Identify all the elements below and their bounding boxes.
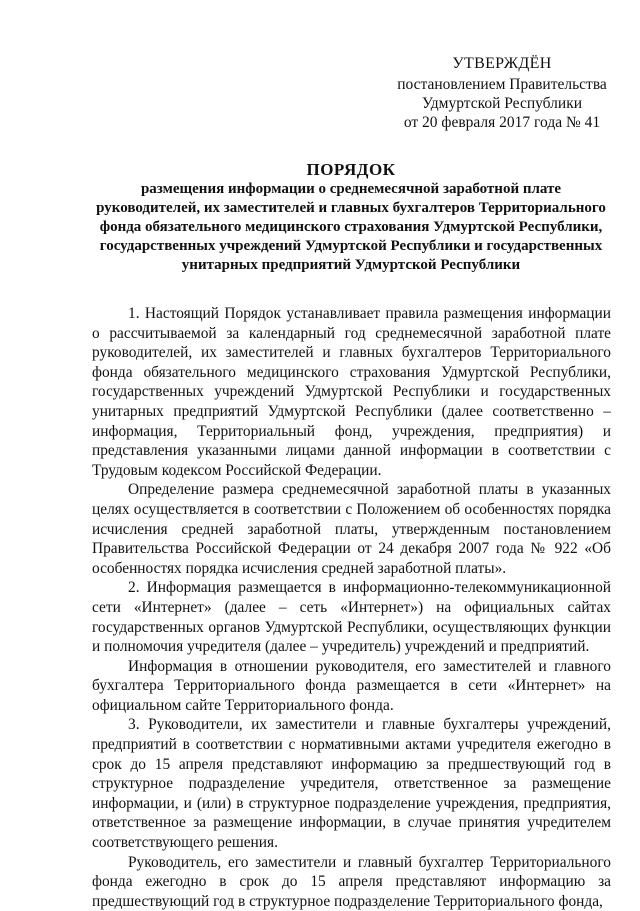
document-subtitle-line: размещения информации о среднемесячной заработной плате xyxy=(140,181,562,197)
document-title: ПОРЯДОК xyxy=(306,160,396,179)
paragraph-3: 3. Руководители, их заместители и главные бухгалтеры учреждений, предприятий в соответствии с нормативными актами учредителя ежегодно в срок до 15 апреля представляют информацию за предшествующий год в структурное подразделение учредителя, ответственное за размещение информации, и (или) в структурное подразделение учреждения, предприятия, ответственное за размещение информации, в случае принятия учредителем соответствующего решения. xyxy=(92,716,611,852)
approval-heading: УТВЕРЖДЁН xyxy=(452,55,552,72)
paragraph-1: 1. Настоящий Порядок устанавливает правила размещения информации о рассчитываемой за календарный год среднемесячной заработной плате руководителей, их заместителей и главных бухгалтеров Территориального фонда обязательного медицинского страхования Удмуртской Республики, государственных учреждений Удмуртской Республики и государственных унитарных предприятий Удмуртской Республики (далее соответственно – информация, Территориальный фонд, учреждения, предприятия) и представления указанными лицами данной информации в соответствии с Трудовым кодексом Российской Федерации. xyxy=(92,305,611,479)
paragraph-3-continued: Руководитель, его заместители и главный бухгалтер Территориального фонда ежегодно в срок до 15 апреля представляют информацию за предшествующий год в структурное подразделение Территориального фонда, xyxy=(92,853,611,910)
paragraph-2-continued: Информация в отношении руководителя, его заместителей и главного бухгалтера Территориального фонда размещается в сети «Интернет» на официальном сайте Территориального фонда. xyxy=(92,657,611,714)
approval-line: постановлением Правительства xyxy=(397,76,607,93)
document-title-block xyxy=(78,160,624,275)
document-subtitle-line: унитарных предприятий Удмуртской Республики xyxy=(181,257,521,273)
paragraph-1-continued: Определение размера среднемесячной заработной платы в указанных целях осуществляется в соответствии с Положением об особенностях порядка исчисления средней заработной платы, утвержденным постановлением Правительства Российской Федерации от 24 декабря 2007 года № 922 «Об особенностях порядка исчисления средней заработной платы». xyxy=(92,481,611,577)
document-subtitle-line: государственных учреждений Удмуртской Республики и государственных xyxy=(99,238,603,254)
approval-stamp xyxy=(392,54,612,132)
document-subtitle-line: руководителей, их заместителей и главных бухгалтеров Территориального xyxy=(96,200,606,216)
approval-date-line: от 20 февраля 2017 года № 41 xyxy=(403,114,601,131)
approval-line: Удмуртской Республики xyxy=(421,95,583,112)
document-body xyxy=(92,304,611,911)
paragraph-2: 2. Информация размещается в информационно-телекоммуникационной сети «Интернет» (далее – сеть «Интернет») на официальных сайтах государственных органов Удмуртской Республики, осуществляющих функции и полномочия учредителя (далее – учредитель) учреждений и предприятий. xyxy=(92,579,611,656)
document-subtitle-line: фонда обязательного медицинского страхования Удмуртской Республики, xyxy=(99,219,603,235)
